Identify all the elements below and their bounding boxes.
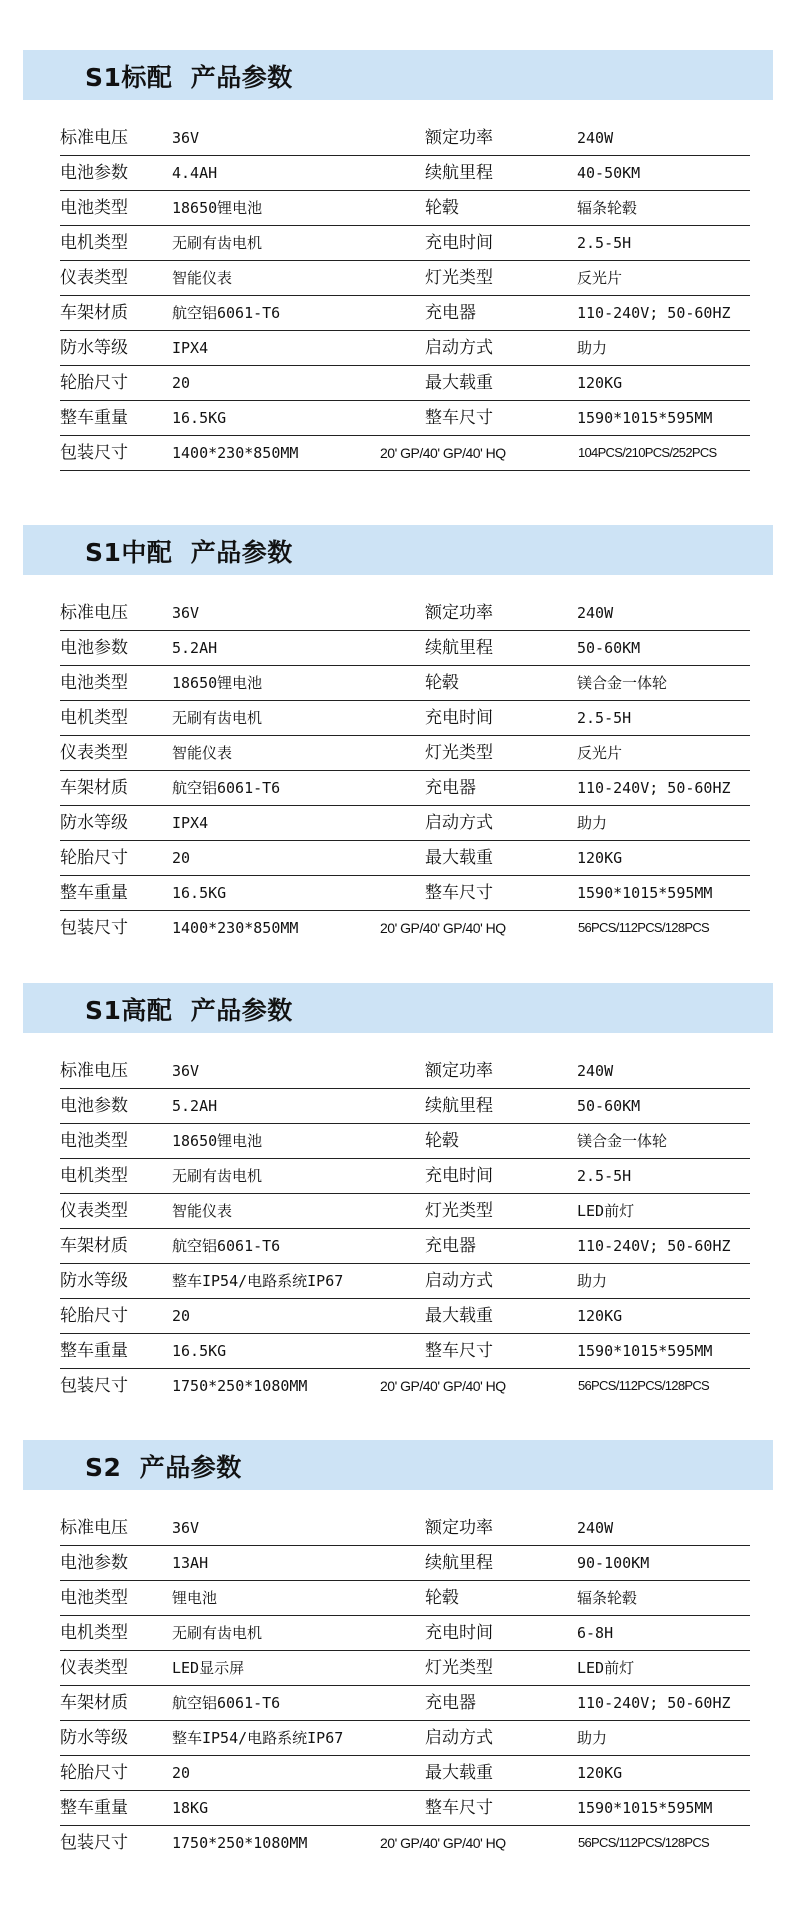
spec-label: 电机类型 <box>60 1623 128 1643</box>
spec-value: 无刷有齿电机 <box>172 1167 263 1185</box>
spec-label: 轮毂 <box>425 1588 459 1608</box>
spec-value: 20 <box>172 1764 191 1782</box>
spec-label: 电池类型 <box>60 198 128 218</box>
packing-label: 包装尺寸 <box>60 443 128 463</box>
spec-label: 充电器 <box>425 1693 476 1713</box>
spec-value: 锂电池 <box>172 1589 218 1607</box>
packing-label: 包装尺寸 <box>60 918 128 938</box>
spec-value: 辐条轮毂 <box>577 1589 638 1607</box>
spec-value: 2.5-5H <box>577 1167 632 1185</box>
section-header-band <box>23 983 773 1033</box>
spec-value: LED前灯 <box>577 1202 635 1220</box>
spec-value: 18650锂电池 <box>172 1132 263 1150</box>
spec-row <box>0 596 790 631</box>
spec-value: 无刷有齿电机 <box>172 709 263 727</box>
spec-label: 电池参数 <box>60 1553 128 1573</box>
spec-label: 标准电压 <box>60 1061 128 1081</box>
spec-row <box>0 121 790 156</box>
container-types: 20' GP/40' GP/40' HQ <box>380 445 506 461</box>
spec-section <box>0 50 790 481</box>
spec-value: 6-8H <box>577 1624 614 1642</box>
spec-label: 充电器 <box>425 778 476 798</box>
spec-row <box>0 226 790 261</box>
spec-value: 240W <box>577 129 614 147</box>
spec-value: 航空铝6061-T6 <box>172 1694 281 1712</box>
section-title: S1标配 产品参数 <box>85 63 293 92</box>
container-quantities: 56PCS/112PCS/128PCS <box>578 1378 709 1393</box>
spec-label: 电池类型 <box>60 1588 128 1608</box>
spec-label: 轮毂 <box>425 1131 459 1151</box>
spec-label: 整车重量 <box>60 1341 128 1361</box>
spec-label: 续航里程 <box>425 163 493 183</box>
spec-label: 启动方式 <box>425 338 493 358</box>
packing-row <box>0 436 790 471</box>
spec-label: 轮毂 <box>425 198 459 218</box>
spec-row <box>0 1616 790 1651</box>
spec-value: 110-240V; 50-60HZ <box>577 1694 731 1712</box>
spec-row <box>0 296 790 331</box>
spec-value: 航空铝6061-T6 <box>172 1237 281 1255</box>
spec-value: 智能仪表 <box>172 1202 233 1220</box>
spec-value: 反光片 <box>577 269 623 287</box>
spec-label: 轮胎尺寸 <box>60 373 128 393</box>
spec-value: 36V <box>172 1519 200 1537</box>
container-types: 20' GP/40' GP/40' HQ <box>380 1835 506 1851</box>
spec-label: 防水等级 <box>60 813 128 833</box>
spec-label: 额定功率 <box>425 603 493 623</box>
spec-label: 防水等级 <box>60 1728 128 1748</box>
spec-label: 额定功率 <box>425 128 493 148</box>
spec-row <box>0 1791 790 1826</box>
spec-value: 2.5-5H <box>577 709 632 727</box>
spec-value: 反光片 <box>577 744 623 762</box>
spec-value: 36V <box>172 1062 200 1080</box>
spec-section <box>0 1440 790 1871</box>
spec-table <box>0 596 790 946</box>
spec-value: 120KG <box>577 849 623 867</box>
spec-value: 50-60KM <box>577 639 641 657</box>
spec-value: 240W <box>577 604 614 622</box>
spec-row <box>0 1089 790 1124</box>
spec-row <box>0 1546 790 1581</box>
spec-label: 防水等级 <box>60 338 128 358</box>
spec-label: 充电时间 <box>425 1166 493 1186</box>
spec-value: 航空铝6061-T6 <box>172 304 281 322</box>
spec-value: 无刷有齿电机 <box>172 234 263 252</box>
spec-label: 充电时间 <box>425 708 493 728</box>
spec-label: 仪表类型 <box>60 743 128 763</box>
container-quantities: 56PCS/112PCS/128PCS <box>578 1835 709 1850</box>
spec-value: LED前灯 <box>577 1659 635 1677</box>
spec-value: 110-240V; 50-60HZ <box>577 779 731 797</box>
container-quantities: 104PCS/210PCS/252PCS <box>578 445 717 460</box>
spec-label: 额定功率 <box>425 1518 493 1538</box>
spec-label: 充电器 <box>425 1236 476 1256</box>
spec-label: 整车尺寸 <box>425 883 493 903</box>
spec-label: 最大载重 <box>425 1763 493 1783</box>
spec-label: 仪表类型 <box>60 268 128 288</box>
spec-label: 电池参数 <box>60 1096 128 1116</box>
spec-value: 36V <box>172 604 200 622</box>
spec-label: 车架材质 <box>60 1693 128 1713</box>
spec-label: 灯光类型 <box>425 268 493 288</box>
spec-table <box>0 1511 790 1861</box>
spec-value: 助力 <box>577 814 608 832</box>
spec-value: 20 <box>172 1307 191 1325</box>
spec-label: 灯光类型 <box>425 1201 493 1221</box>
spec-row <box>0 1299 790 1334</box>
spec-value: 助力 <box>577 339 608 357</box>
row-divider <box>60 470 750 471</box>
spec-value: IPX4 <box>172 339 209 357</box>
spec-label: 防水等级 <box>60 1271 128 1291</box>
spec-label: 整车重量 <box>60 1798 128 1818</box>
packing-row <box>0 911 790 946</box>
spec-value: 1590*1015*595MM <box>577 1342 713 1360</box>
spec-value: 50-60KM <box>577 1097 641 1115</box>
spec-label: 整车重量 <box>60 408 128 428</box>
spec-label: 充电器 <box>425 303 476 323</box>
spec-label: 最大载重 <box>425 848 493 868</box>
spec-label: 整车尺寸 <box>425 1798 493 1818</box>
spec-label: 灯光类型 <box>425 743 493 763</box>
spec-value: 120KG <box>577 1307 623 1325</box>
spec-label: 最大载重 <box>425 373 493 393</box>
spec-value: 40-50KM <box>577 164 641 182</box>
spec-label: 轮胎尺寸 <box>60 848 128 868</box>
spec-label: 最大载重 <box>425 1306 493 1326</box>
spec-row <box>0 1581 790 1616</box>
spec-label: 车架材质 <box>60 303 128 323</box>
spec-value: 5.2AH <box>172 1097 218 1115</box>
spec-section <box>0 525 790 956</box>
spec-label: 续航里程 <box>425 1553 493 1573</box>
spec-value: 110-240V; 50-60HZ <box>577 304 731 322</box>
packing-size: 1400*230*850MM <box>172 919 299 937</box>
spec-value: 1590*1015*595MM <box>577 409 713 427</box>
spec-label: 电机类型 <box>60 233 128 253</box>
spec-value: 36V <box>172 129 200 147</box>
spec-label: 车架材质 <box>60 778 128 798</box>
container-types: 20' GP/40' GP/40' HQ <box>380 1378 506 1394</box>
spec-label: 灯光类型 <box>425 1658 493 1678</box>
spec-label: 整车尺寸 <box>425 1341 493 1361</box>
spec-label: 续航里程 <box>425 638 493 658</box>
spec-row <box>0 366 790 401</box>
spec-label: 充电时间 <box>425 233 493 253</box>
spec-value: 镁合金一体轮 <box>577 674 668 692</box>
spec-value: 5.2AH <box>172 639 218 657</box>
spec-row <box>0 736 790 771</box>
spec-label: 轮胎尺寸 <box>60 1763 128 1783</box>
spec-value: 2.5-5H <box>577 234 632 252</box>
spec-value: 航空铝6061-T6 <box>172 779 281 797</box>
section-title: S2 产品参数 <box>85 1453 242 1482</box>
spec-row <box>0 331 790 366</box>
packing-size: 1400*230*850MM <box>172 444 299 462</box>
spec-section <box>0 983 790 1414</box>
spec-value: LED显示屏 <box>172 1659 245 1677</box>
spec-row <box>0 771 790 806</box>
spec-value: 辐条轮毂 <box>577 199 638 217</box>
spec-row <box>0 261 790 296</box>
spec-value: 智能仪表 <box>172 269 233 287</box>
packing-size: 1750*250*1080MM <box>172 1377 308 1395</box>
spec-value: 16.5KG <box>172 409 227 427</box>
spec-label: 电机类型 <box>60 1166 128 1186</box>
spec-row <box>0 1194 790 1229</box>
spec-row <box>0 876 790 911</box>
spec-label: 仪表类型 <box>60 1201 128 1221</box>
spec-value: 助力 <box>577 1729 608 1747</box>
spec-label: 额定功率 <box>425 1061 493 1081</box>
spec-value: IPX4 <box>172 814 209 832</box>
spec-value: 1590*1015*595MM <box>577 1799 713 1817</box>
section-header-band <box>23 1440 773 1490</box>
spec-value: 120KG <box>577 1764 623 1782</box>
container-types: 20' GP/40' GP/40' HQ <box>380 920 506 936</box>
spec-row <box>0 841 790 876</box>
packing-label: 包装尺寸 <box>60 1376 128 1396</box>
spec-row <box>0 1511 790 1546</box>
section-title: S1高配 产品参数 <box>85 996 293 1025</box>
spec-label: 标准电压 <box>60 1518 128 1538</box>
packing-size: 1750*250*1080MM <box>172 1834 308 1852</box>
spec-row <box>0 1686 790 1721</box>
spec-label: 轮胎尺寸 <box>60 1306 128 1326</box>
spec-value: 4.4AH <box>172 164 218 182</box>
spec-row <box>0 401 790 436</box>
spec-label: 标准电压 <box>60 603 128 623</box>
spec-row <box>0 191 790 226</box>
spec-value: 18650锂电池 <box>172 199 263 217</box>
spec-value: 20 <box>172 374 191 392</box>
packing-label: 包装尺寸 <box>60 1833 128 1853</box>
spec-row <box>0 666 790 701</box>
spec-value: 20 <box>172 849 191 867</box>
spec-label: 车架材质 <box>60 1236 128 1256</box>
packing-row <box>0 1826 790 1861</box>
spec-row <box>0 1756 790 1791</box>
spec-label: 启动方式 <box>425 813 493 833</box>
spec-row <box>0 701 790 736</box>
spec-label: 充电时间 <box>425 1623 493 1643</box>
spec-table <box>0 1054 790 1404</box>
spec-row <box>0 806 790 841</box>
section-header-band <box>23 525 773 575</box>
spec-label: 电池参数 <box>60 163 128 183</box>
spec-row <box>0 1054 790 1089</box>
spec-label: 启动方式 <box>425 1271 493 1291</box>
spec-value: 无刷有齿电机 <box>172 1624 263 1642</box>
spec-table <box>0 121 790 471</box>
spec-value: 240W <box>577 1519 614 1537</box>
spec-value: 16.5KG <box>172 884 227 902</box>
spec-label: 续航里程 <box>425 1096 493 1116</box>
spec-value: 110-240V; 50-60HZ <box>577 1237 731 1255</box>
spec-value: 16.5KG <box>172 1342 227 1360</box>
spec-row <box>0 1651 790 1686</box>
spec-value: 镁合金一体轮 <box>577 1132 668 1150</box>
spec-label: 仪表类型 <box>60 1658 128 1678</box>
spec-label: 标准电压 <box>60 128 128 148</box>
spec-value: 整车IP54/电路系统IP67 <box>172 1729 344 1747</box>
spec-row <box>0 1159 790 1194</box>
spec-label: 启动方式 <box>425 1728 493 1748</box>
spec-value: 助力 <box>577 1272 608 1290</box>
spec-value: 240W <box>577 1062 614 1080</box>
spec-label: 电池参数 <box>60 638 128 658</box>
section-header-band <box>23 50 773 100</box>
spec-value: 13AH <box>172 1554 209 1572</box>
spec-label: 整车重量 <box>60 883 128 903</box>
spec-value: 90-100KM <box>577 1554 650 1572</box>
spec-row <box>0 1721 790 1756</box>
packing-row <box>0 1369 790 1404</box>
spec-value: 120KG <box>577 374 623 392</box>
spec-value: 1590*1015*595MM <box>577 884 713 902</box>
spec-label: 整车尺寸 <box>425 408 493 428</box>
spec-label: 轮毂 <box>425 673 459 693</box>
container-quantities: 56PCS/112PCS/128PCS <box>578 920 709 935</box>
spec-label: 电机类型 <box>60 708 128 728</box>
spec-row <box>0 1229 790 1264</box>
spec-row <box>0 156 790 191</box>
spec-row <box>0 631 790 666</box>
spec-label: 电池类型 <box>60 673 128 693</box>
spec-label: 电池类型 <box>60 1131 128 1151</box>
spec-row <box>0 1124 790 1159</box>
spec-value: 整车IP54/电路系统IP67 <box>172 1272 344 1290</box>
spec-value: 18650锂电池 <box>172 674 263 692</box>
spec-row <box>0 1334 790 1369</box>
spec-value: 18KG <box>172 1799 209 1817</box>
spec-row <box>0 1264 790 1299</box>
section-title: S1中配 产品参数 <box>85 538 293 567</box>
spec-value: 智能仪表 <box>172 744 233 762</box>
